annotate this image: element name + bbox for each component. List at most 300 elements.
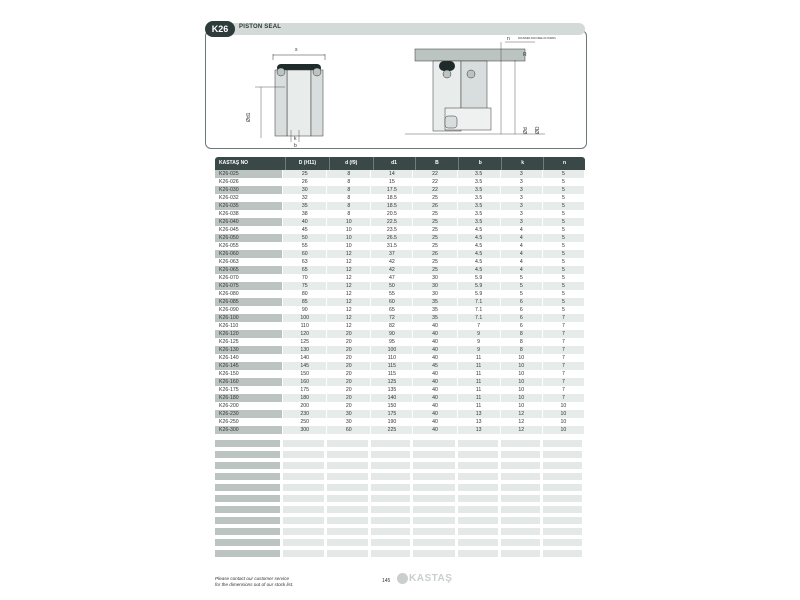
empty-cell — [543, 462, 585, 469]
table-cell: 15 — [371, 178, 413, 186]
table-row — [215, 258, 585, 266]
table-cell: 8 — [327, 178, 371, 186]
part-number-cell: K26-110 — [215, 322, 283, 330]
table-cell: 3 — [501, 178, 543, 186]
part-number-cell: K26-026 — [215, 178, 283, 186]
empty-cell — [327, 517, 371, 524]
table-cell: 20 — [327, 394, 371, 402]
table-cell: 5 — [543, 282, 585, 290]
table-row — [215, 370, 585, 378]
empty-cell — [283, 473, 327, 480]
table-cell: 42 — [371, 266, 413, 274]
table-cell: 50 — [371, 282, 413, 290]
table-cell: 5 — [543, 290, 585, 298]
table-row — [215, 418, 585, 426]
empty-cell — [215, 550, 283, 557]
table-cell: 10 — [327, 242, 371, 250]
empty-cell — [283, 506, 327, 513]
table-cell: 5 — [543, 170, 585, 178]
column-header: B — [416, 157, 460, 170]
part-number-cell: K26-045 — [215, 226, 283, 234]
empty-cell — [215, 495, 283, 502]
table-cell: 5 — [543, 250, 585, 258]
table-row — [215, 330, 585, 338]
table-cell: 4.5 — [458, 258, 501, 266]
table-cell: 10 — [327, 218, 371, 226]
empty-cell — [543, 473, 585, 480]
table-cell: 225 — [371, 426, 413, 434]
table-cell: 30 — [413, 290, 457, 298]
table-cell: 35 — [413, 298, 457, 306]
table-cell: 95 — [371, 338, 413, 346]
table-cell: 20 — [327, 370, 371, 378]
table-cell: 60 — [327, 426, 371, 434]
table-cell: 20 — [327, 330, 371, 338]
table-cell: 7 — [543, 354, 585, 362]
table-cell: 300 — [283, 426, 327, 434]
empty-cell — [215, 506, 283, 513]
table-cell: 12 — [327, 258, 371, 266]
table-cell: 125 — [371, 378, 413, 386]
table-cell: 4.5 — [458, 250, 501, 258]
label-s: s — [295, 47, 298, 53]
empty-cell — [215, 539, 283, 546]
table-cell: 11 — [458, 370, 501, 378]
empty-cell — [458, 440, 501, 447]
table-cell: 10 — [543, 426, 585, 434]
table-cell: 3.5 — [458, 202, 501, 210]
empty-cell — [501, 539, 543, 546]
table-cell: 25 — [413, 226, 457, 234]
empty-cell — [458, 451, 501, 458]
empty-cell — [413, 550, 457, 557]
table-cell: 7 — [543, 362, 585, 370]
part-number-cell: K26-090 — [215, 306, 283, 314]
table-cell: 40 — [413, 330, 457, 338]
table-cell: 25 — [413, 234, 457, 242]
table-cell: 12 — [327, 282, 371, 290]
table-cell: 130 — [283, 346, 327, 354]
table-cell: 3 — [501, 170, 543, 178]
table-cell: 26.5 — [371, 234, 413, 242]
table-cell: 11 — [458, 394, 501, 402]
table-cell: 18.5 — [371, 194, 413, 202]
empty-cell — [215, 528, 283, 535]
table-cell: 115 — [371, 362, 413, 370]
empty-cell — [327, 539, 371, 546]
empty-cell — [543, 451, 585, 458]
table-cell: 110 — [283, 322, 327, 330]
empty-cell — [413, 451, 457, 458]
empty-cell — [543, 484, 585, 491]
empty-cell — [371, 528, 413, 535]
table-cell: 12 — [327, 322, 371, 330]
table-cell: 40 — [413, 354, 457, 362]
table-cell: 11 — [458, 378, 501, 386]
empty-cell — [501, 484, 543, 491]
table-cell: 4.5 — [458, 234, 501, 242]
empty-cell — [501, 440, 543, 447]
table-cell: 12 — [501, 426, 543, 434]
empty-cell — [413, 473, 457, 480]
table-cell: 5 — [543, 274, 585, 282]
table-cell: 40 — [413, 322, 457, 330]
empty-cell — [283, 517, 327, 524]
table-cell: 5 — [543, 242, 585, 250]
table-cell: 4 — [501, 226, 543, 234]
empty-cell — [501, 506, 543, 513]
table-row — [215, 170, 585, 178]
table-cell: 60 — [371, 298, 413, 306]
empty-cell — [371, 517, 413, 524]
table-cell: 8 — [501, 330, 543, 338]
table-cell: 42 — [371, 258, 413, 266]
table-cell: 5.9 — [458, 274, 501, 282]
table-cell: 12 — [327, 306, 371, 314]
empty-table-row — [215, 550, 585, 557]
table-cell: 12 — [501, 418, 543, 426]
table-cell: 5 — [543, 258, 585, 266]
table-cell: 12 — [501, 410, 543, 418]
table-cell: 22.5 — [371, 218, 413, 226]
empty-cell — [215, 473, 283, 480]
column-header: k — [502, 157, 544, 170]
part-number-cell: K26-080 — [215, 290, 283, 298]
table-cell: 10 — [501, 370, 543, 378]
column-header: KASTAŞ NO — [215, 157, 286, 170]
table-cell: 40 — [413, 378, 457, 386]
table-cell: 140 — [283, 354, 327, 362]
table-cell: 13 — [458, 418, 501, 426]
table-cell: 4 — [501, 266, 543, 274]
table-cell: 3.5 — [458, 210, 501, 218]
table-cell: 10 — [327, 226, 371, 234]
table-cell: 26 — [413, 202, 457, 210]
empty-cell — [501, 462, 543, 469]
table-cell: 7.1 — [458, 298, 501, 306]
table-cell: 45 — [283, 226, 327, 234]
empty-cell — [371, 473, 413, 480]
table-cell: 3.5 — [458, 194, 501, 202]
table-row — [215, 186, 585, 194]
table-cell: 40 — [413, 402, 457, 410]
empty-cell — [458, 528, 501, 535]
empty-cell — [371, 506, 413, 513]
table-cell: 6 — [501, 306, 543, 314]
table-cell: 5 — [543, 298, 585, 306]
table-row — [215, 290, 585, 298]
empty-cell — [413, 462, 457, 469]
part-number-cell: K26-250 — [215, 418, 283, 426]
table-cell: 7 — [543, 370, 585, 378]
table-cell: 145 — [283, 362, 327, 370]
column-header: d1 — [374, 157, 416, 170]
label-b: b — [294, 143, 297, 147]
empty-cell — [327, 451, 371, 458]
table-cell: 3.5 — [458, 186, 501, 194]
part-number-cell: K26-065 — [215, 266, 283, 274]
empty-table-row — [215, 484, 585, 491]
technical-drawing — [205, 30, 585, 147]
table-row — [215, 178, 585, 186]
table-cell: 35 — [413, 314, 457, 322]
table-cell: 7.1 — [458, 306, 501, 314]
empty-cell — [371, 462, 413, 469]
table-cell: 5.9 — [458, 282, 501, 290]
empty-cell — [501, 550, 543, 557]
table-cell: 150 — [283, 370, 327, 378]
label-D: ØD — [535, 126, 541, 134]
empty-cell — [543, 517, 585, 524]
empty-cell — [458, 517, 501, 524]
empty-cell — [371, 484, 413, 491]
table-cell: 65 — [283, 266, 327, 274]
empty-cell — [501, 495, 543, 502]
part-number-cell: K26-050 — [215, 234, 283, 242]
table-cell: 20 — [327, 378, 371, 386]
table-cell: 5 — [543, 306, 585, 314]
table-cell: 65 — [371, 306, 413, 314]
table-cell: 200 — [283, 402, 327, 410]
part-number-cell: K26-035 — [215, 202, 283, 210]
empty-cell — [413, 539, 457, 546]
empty-cell — [215, 462, 283, 469]
table-cell: 85 — [283, 298, 327, 306]
table-cell: 3.5 — [458, 170, 501, 178]
table-cell: 55 — [283, 242, 327, 250]
label-d: Ød — [523, 127, 529, 134]
table-cell: 3 — [501, 210, 543, 218]
table-row — [215, 402, 585, 410]
table-row — [215, 410, 585, 418]
column-header: b — [459, 157, 502, 170]
table-row — [215, 386, 585, 394]
table-row — [215, 394, 585, 402]
empty-cell — [283, 462, 327, 469]
brand-logo — [397, 572, 453, 586]
empty-cell — [283, 440, 327, 447]
table-cell: 20 — [327, 386, 371, 394]
table-cell: 5 — [543, 266, 585, 274]
empty-cell — [543, 495, 585, 502]
empty-cell — [458, 462, 501, 469]
empty-table-row — [215, 517, 585, 524]
empty-cell — [543, 506, 585, 513]
table-cell: 3 — [501, 218, 543, 226]
table-row — [215, 378, 585, 386]
table-cell: 45 — [413, 362, 457, 370]
empty-cell — [543, 528, 585, 535]
empty-cell — [413, 440, 457, 447]
empty-cell — [283, 451, 327, 458]
empty-cell — [215, 517, 283, 524]
table-cell: 7.1 — [458, 314, 501, 322]
table-cell: 17.5 — [371, 186, 413, 194]
part-number-cell: K26-175 — [215, 386, 283, 394]
table-cell: 25 — [413, 218, 457, 226]
table-cell: 4.5 — [458, 266, 501, 274]
table-cell: 5 — [501, 282, 543, 290]
table-row — [215, 354, 585, 362]
table-cell: 5 — [543, 234, 585, 242]
table-cell: 5 — [501, 274, 543, 282]
table-cell: 25 — [413, 266, 457, 274]
table-cell: 22 — [413, 170, 457, 178]
table-row — [215, 346, 585, 354]
label-n: n — [507, 36, 510, 42]
table-cell: 10 — [501, 362, 543, 370]
table-cell: 7 — [543, 338, 585, 346]
part-number-cell: K26-055 — [215, 242, 283, 250]
table-cell: 7 — [543, 378, 585, 386]
empty-cell — [458, 473, 501, 480]
table-body — [215, 170, 585, 434]
table-cell: 23.5 — [371, 226, 413, 234]
table-cell: 10 — [543, 410, 585, 418]
table-cell: 115 — [371, 370, 413, 378]
part-number-cell: K26-040 — [215, 218, 283, 226]
table-row — [215, 194, 585, 202]
table-cell: 120 — [283, 330, 327, 338]
table-cell: 4.5 — [458, 242, 501, 250]
seal-cross-section — [255, 54, 325, 142]
empty-cell — [501, 528, 543, 535]
empty-cell — [543, 550, 585, 557]
table-cell: 7 — [543, 394, 585, 402]
part-number-cell: K26-063 — [215, 258, 283, 266]
table-cell: 14 — [371, 170, 413, 178]
table-cell: 90 — [283, 306, 327, 314]
table-row — [215, 226, 585, 234]
part-number-cell: K26-038 — [215, 210, 283, 218]
table-cell: 5 — [543, 218, 585, 226]
table-cell: 6 — [501, 322, 543, 330]
empty-cell — [283, 550, 327, 557]
empty-cell — [371, 451, 413, 458]
column-header: n — [563, 160, 567, 166]
empty-cell — [371, 539, 413, 546]
empty-table-row — [215, 528, 585, 535]
table-cell: 50 — [283, 234, 327, 242]
empty-cell — [501, 451, 543, 458]
table-cell: 38 — [283, 210, 327, 218]
empty-table-row — [215, 495, 585, 502]
empty-cell — [283, 495, 327, 502]
table-cell: 7 — [543, 314, 585, 322]
table-cell: 26 — [283, 178, 327, 186]
label-k: k — [294, 136, 297, 142]
empty-cell — [283, 539, 327, 546]
part-number-cell: K26-075 — [215, 282, 283, 290]
part-number-cell: K26-070 — [215, 274, 283, 282]
table-cell: 10 — [543, 418, 585, 426]
empty-cell — [327, 550, 371, 557]
part-number-cell: K26-160 — [215, 378, 283, 386]
table-cell: 3 — [501, 194, 543, 202]
table-row — [215, 322, 585, 330]
table-cell: 10 — [501, 354, 543, 362]
table-cell: 20 — [327, 346, 371, 354]
table-cell: 12 — [327, 290, 371, 298]
empty-table-row — [215, 462, 585, 469]
table-cell: 7 — [543, 330, 585, 338]
table-cell: 25 — [413, 258, 457, 266]
table-cell: 5 — [543, 186, 585, 194]
empty-cell — [371, 495, 413, 502]
table-cell: 10 — [501, 394, 543, 402]
table-cell: 4 — [501, 250, 543, 258]
empty-cell — [215, 440, 283, 447]
part-number-cell: K26-300 — [215, 426, 283, 434]
empty-cell — [413, 528, 457, 535]
table-cell: 25 — [413, 210, 457, 218]
page-number: 145 — [382, 578, 391, 584]
table-cell: 175 — [371, 410, 413, 418]
table-cell: 100 — [283, 314, 327, 322]
footnote — [215, 576, 293, 588]
table-cell: 26 — [413, 250, 457, 258]
table-cell: 3 — [501, 202, 543, 210]
table-row — [215, 242, 585, 250]
part-number-cell: K26-100 — [215, 314, 283, 322]
part-number-cell: K26-130 — [215, 346, 283, 354]
table-cell: 72 — [371, 314, 413, 322]
empty-cell — [543, 539, 585, 546]
table-cell: 40 — [413, 394, 457, 402]
empty-cell — [283, 528, 327, 535]
logo-text: KASTAŞ — [409, 573, 453, 584]
empty-cell — [413, 495, 457, 502]
product-code-badge: K26 — [205, 21, 235, 37]
table-cell: 75 — [283, 282, 327, 290]
table-cell: 12 — [327, 314, 371, 322]
table-cell: 180 — [283, 394, 327, 402]
table-row — [215, 314, 585, 322]
table-cell: 12 — [327, 266, 371, 274]
table-cell: 4 — [501, 234, 543, 242]
empty-cell — [501, 517, 543, 524]
part-number-cell: K26-180 — [215, 394, 283, 402]
table-cell: 5 — [543, 226, 585, 234]
table-cell: 8 — [501, 346, 543, 354]
table-cell: 125 — [283, 338, 327, 346]
table-cell: 6 — [501, 314, 543, 322]
table-cell: 10 — [543, 402, 585, 410]
table-row — [215, 202, 585, 210]
empty-table-row — [215, 440, 585, 447]
empty-cell — [327, 440, 371, 447]
table-cell: 3.5 — [458, 178, 501, 186]
empty-cell — [413, 484, 457, 491]
empty-cell — [413, 517, 457, 524]
table-cell: 4 — [501, 258, 543, 266]
table-cell: 3.5 — [458, 218, 501, 226]
table-cell: 20.5 — [371, 210, 413, 218]
table-cell: 22 — [413, 178, 457, 186]
table-cell: 30 — [413, 274, 457, 282]
table-cell: 7 — [543, 386, 585, 394]
table-cell: 35 — [413, 306, 457, 314]
empty-cell — [215, 451, 283, 458]
logo-mark-icon — [397, 573, 408, 584]
part-number-cell: K26-125 — [215, 338, 283, 346]
column-header: D (H11) — [286, 157, 330, 170]
empty-cell — [327, 473, 371, 480]
table-cell: 20 — [327, 362, 371, 370]
dimension-table — [215, 157, 585, 557]
table-cell: 25 — [413, 242, 457, 250]
part-number-cell: K26-025 — [215, 170, 283, 178]
